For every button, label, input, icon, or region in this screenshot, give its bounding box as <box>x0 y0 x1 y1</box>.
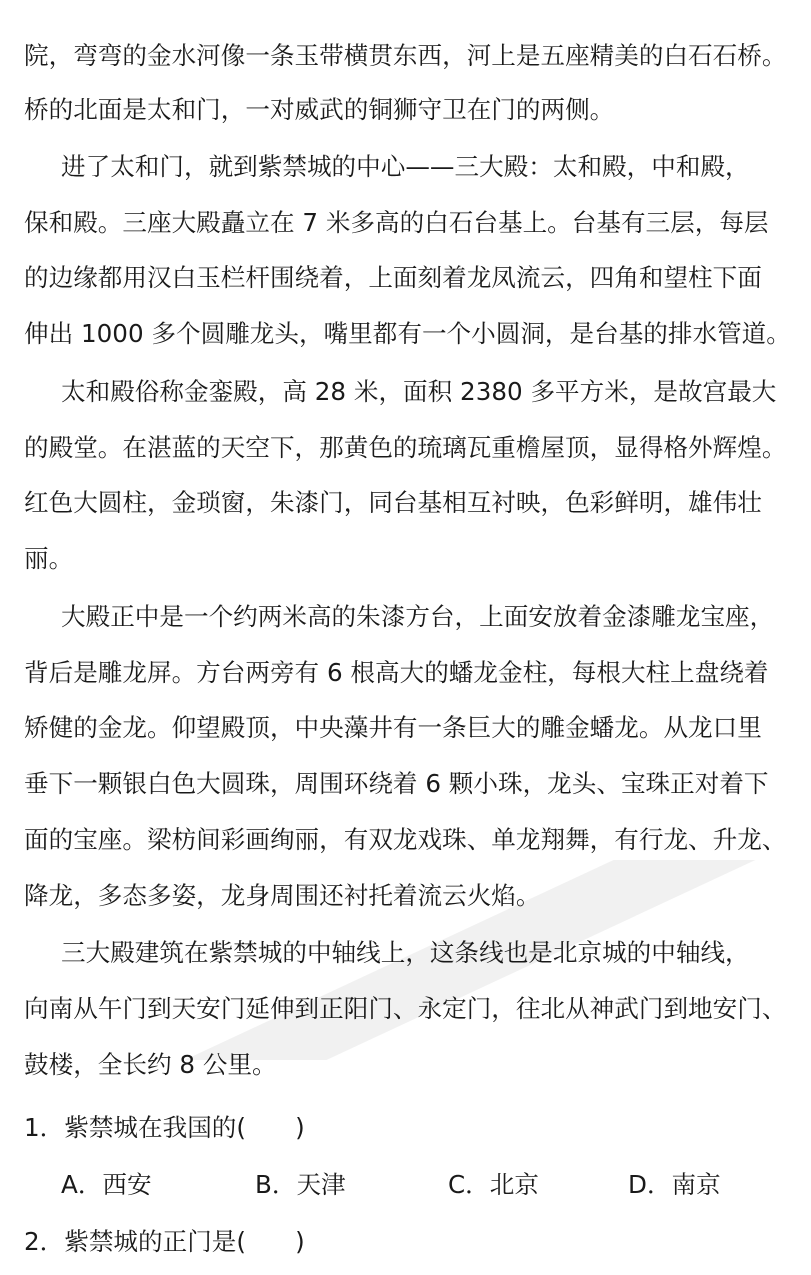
question-1-option-d[interactable]: D．南京 <box>628 1170 721 1199</box>
passage-line: 桥的北面是太和门，一对威武的铜狮守卫在门的两侧。 <box>24 95 615 124</box>
passage-line: 进了太和门，就到紫禁城的中心——三大殿：太和殿，中和殿， <box>61 152 750 181</box>
passage-line: 的殿堂。在湛蓝的天空下，那黄色的琉璃瓦重檐屋顶，显得格外辉煌。 <box>24 433 787 462</box>
passage-line: 向南从午门到天安门延伸到正阳门、永定门，往北从神武门到地安门、 <box>24 994 787 1023</box>
question-1-stem: 1．紫禁城在我国的( ) <box>24 1113 305 1142</box>
question-1-option-c[interactable]: C．北京 <box>448 1170 539 1199</box>
passage-line: 太和殿俗称金銮殿，高 28 米，面积 2380 多平方米，是故宫最大 <box>61 377 777 406</box>
passage-line: 伸出 1000 多个圆雕龙头，嘴里都有一个小圆洞，是台基的排水管道。 <box>24 319 791 348</box>
passage-line: 矫健的金龙。仰望殿顶，中央藻井有一条巨大的雕金蟠龙。从龙口里 <box>24 713 762 742</box>
passage-line: 三大殿建筑在紫禁城的中轴线上，这条线也是北京城的中轴线， <box>61 938 750 967</box>
passage-line: 背后是雕龙屏。方台两旁有 6 根高大的蟠龙金柱，每根大柱上盘绕着 <box>24 658 769 687</box>
question-1-options <box>0 1165 811 1205</box>
question-1-option-a[interactable]: A．西安 <box>61 1170 152 1199</box>
passage-line: 红色大圆柱，金琐窗，朱漆门，同台基相互衬映，色彩鲜明，雄伟壮 <box>24 488 762 517</box>
question-1-option-b[interactable]: B．天津 <box>255 1170 346 1199</box>
passage-line: 垂下一颗银白色大圆珠，周围环绕着 6 颗小珠，龙头、宝珠正对着下 <box>24 769 769 798</box>
passage-line: 丽。 <box>24 544 74 573</box>
question-2-stem: 2．紫禁城的正门是( ) <box>24 1227 305 1256</box>
passage-line: 保和殿。三座大殿矗立在 7 米多高的白石台基上。台基有三层，每层 <box>24 208 769 237</box>
passage-line: 大殿正中是一个约两米高的朱漆方台，上面安放着金漆雕龙宝座， <box>61 602 775 631</box>
passage-line: 降龙，多态多姿，龙身周围还衬托着流云火焰。 <box>24 881 541 910</box>
passage-line: 的边缘都用汉白玉栏杆围绕着，上面刻着龙凤流云，四角和望柱下面 <box>24 263 762 292</box>
passage-line: 院，弯弯的金水河像一条玉带横贯东西，河上是五座精美的白石石桥。 <box>24 41 787 70</box>
passage-line: 鼓楼，全长约 8 公里。 <box>24 1050 277 1079</box>
passage-line: 面的宝座。梁枋间彩画绚丽，有双龙戏珠、单龙翔舞，有行龙、升龙、 <box>24 825 787 854</box>
